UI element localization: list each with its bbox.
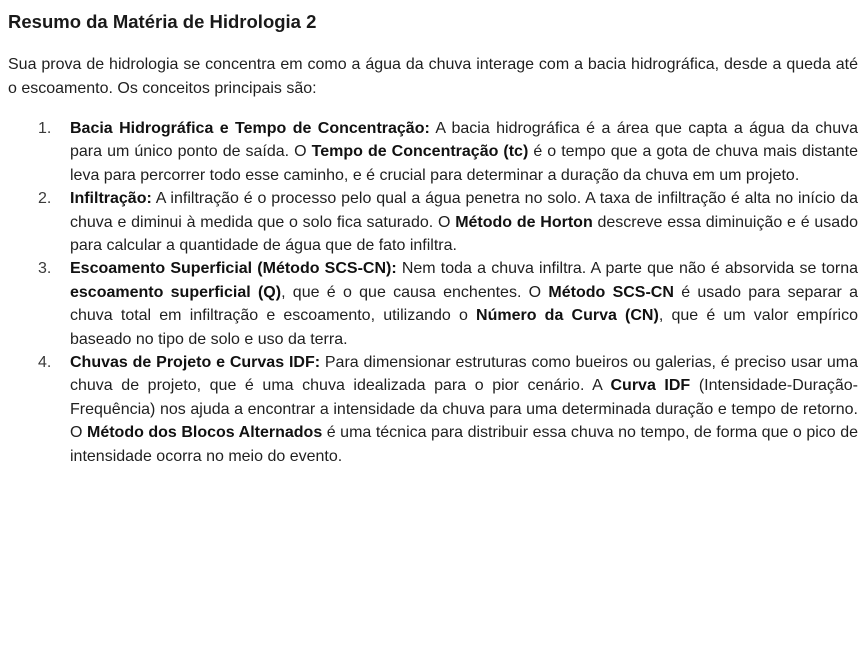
item-bold-term: Curva IDF xyxy=(610,377,691,395)
item-text: é usado para separar a chuva total em infiltração e escoamento, utilizando o xyxy=(70,283,859,325)
intro-paragraph: Sua prova de hidrologia se concentra em como a água da chuva interage com a bacia hidrográfica, desde a queda até o escoamento. Os conceitos principais são: xyxy=(8,56,858,97)
item-text: é o tempo que a gota de chuva mais distante leva para percorrer todo esse caminho, e é crucial para determinar a duração da chuva em um projeto. xyxy=(70,143,859,184)
item-text: descreve essa diminuição e é usado para calcular a quantidade de água que de fato infiltra. xyxy=(70,213,858,255)
item-text: (Intensidade-Duração-Frequência) nos ajuda a encontrar a intensidade da chuva para uma determinada duração e tempo de retorno. O xyxy=(70,377,859,442)
list-item-chuvas-projeto xyxy=(8,351,858,468)
list-number: 4. xyxy=(38,354,52,372)
item-bold-term: Método SCS-CN xyxy=(548,283,674,301)
page-title: Resumo da Matéria de Hidrologia 2 xyxy=(8,11,317,32)
item-bold-term: Tempo de Concentração (tc) xyxy=(311,143,529,161)
item-heading: Bacia Hidrográfica e Tempo de Concentração: xyxy=(70,120,430,137)
concepts-list xyxy=(8,117,858,468)
item-heading: Escoamento Superficial (Método SCS-CN): xyxy=(70,260,397,278)
list-number: 1. xyxy=(38,120,52,137)
item-text: , que é o que causa enchentes. O xyxy=(281,283,549,301)
item-bold-term: Método dos Blocos Alternados xyxy=(86,424,323,442)
item-bold-term: Método de Horton xyxy=(455,213,593,231)
item-text: Nem toda a chuva infiltra. A parte que não é absorvida se torna xyxy=(396,260,858,278)
item-text: Para dimensionar estruturas como bueiros ou galerias, é preciso usar uma chuva de projeto, que é uma chuva idealizada para o pior cenário. A xyxy=(70,354,859,395)
item-text: A bacia hidrográfica é a área que capta a água da chuva para um único ponto de saída. O xyxy=(70,120,858,161)
item-text: A infiltração é o processo pelo qual a água penetra no solo. A taxa de infiltração é alta no início da chuva e diminui à medida que o solo fica saturado. O xyxy=(70,190,858,231)
item-bold-term: Número da Curva (CN) xyxy=(476,307,659,325)
item-text: , que é um valor empírico baseado no tipo de solo e uso da terra. xyxy=(70,307,858,348)
list-number: 2. xyxy=(38,190,52,208)
list-item-bacia xyxy=(8,117,858,187)
item-text: é uma técnica para distribuir essa chuva no tempo, de forma que o pico de intensidade ocorra no meio do evento. xyxy=(70,424,859,465)
item-heading: Infiltração: xyxy=(70,190,152,208)
item-bold-term: escoamento superficial (Q) xyxy=(70,283,282,301)
list-number: 3. xyxy=(38,260,52,278)
list-item-infiltracao xyxy=(8,187,858,257)
item-heading: Chuvas de Projeto e Curvas IDF: xyxy=(70,354,321,372)
list-item-escoamento xyxy=(8,257,858,351)
